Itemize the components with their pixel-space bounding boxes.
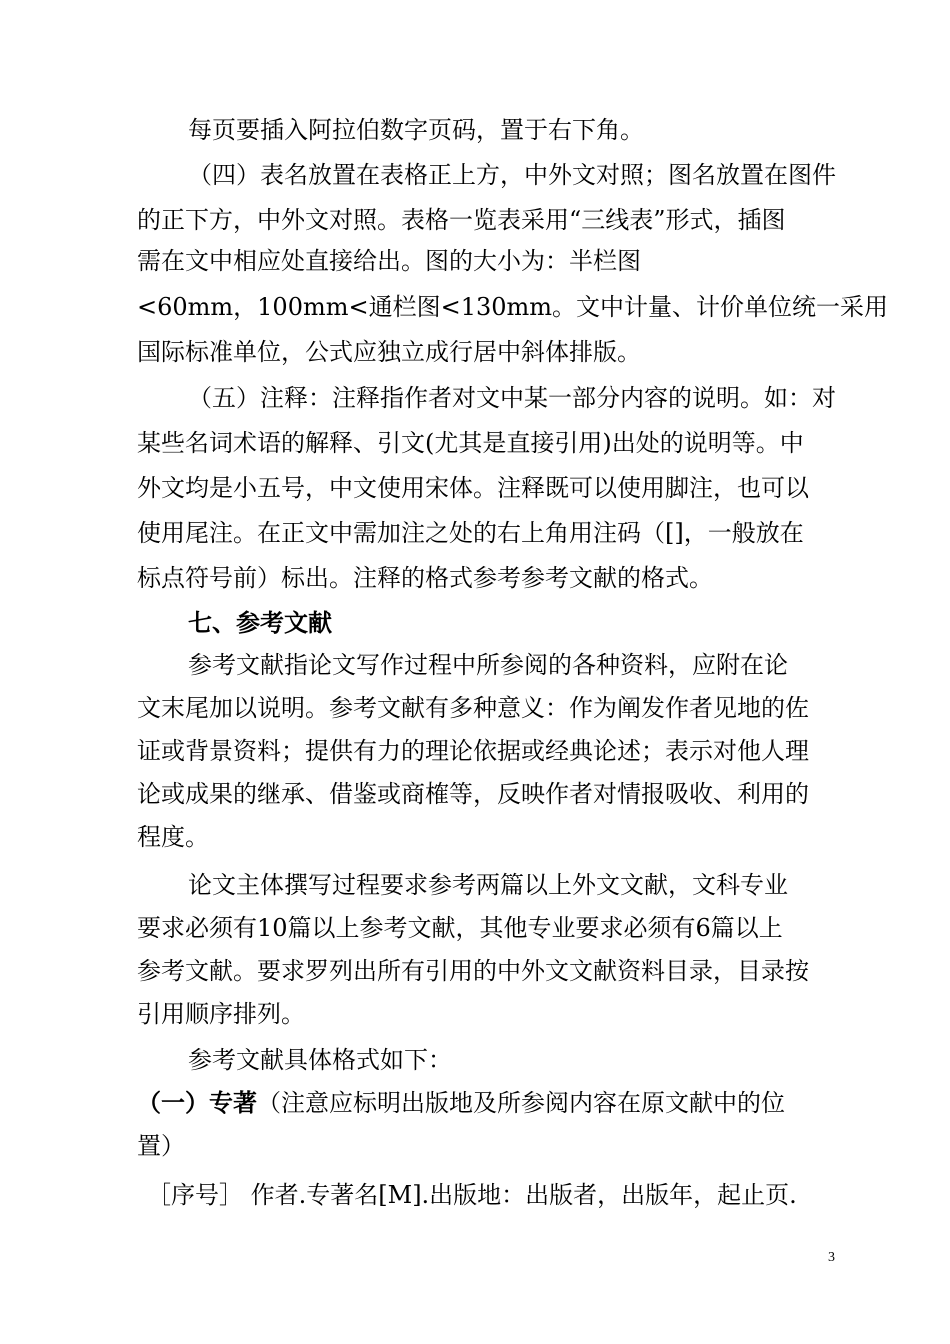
text-line: 论文主体撰写过程要求参考两篇以上外文文献，文科专业 bbox=[188, 871, 788, 899]
text-line: 每页要插入阿拉伯数字页码，置于右下角。 bbox=[188, 116, 644, 144]
text-line: 文末尾加以说明。参考文献有多种意义：作为阐发作者见地的佐 bbox=[137, 694, 809, 722]
reference-format-line: ［序号］ 作者.专著名[M].出版地：出版者，出版年，起止页. bbox=[147, 1181, 797, 1209]
page-number: 3 bbox=[828, 1250, 835, 1265]
text-line: 标点符号前）标出。注释的格式参考参考文献的格式。 bbox=[137, 564, 713, 592]
text-line: <60mm，100mm<通栏图<130mm。文中计量、计价单位统一采用 bbox=[137, 293, 889, 321]
text-line: 需在文中相应处直接给出。图的大小为：半栏图 bbox=[137, 247, 641, 275]
text-line: 参考文献。要求罗列出所有引用的中外文文献资料目录，目录按 bbox=[137, 957, 809, 985]
text-line: 某些名词术语的解释、引文(尤其是直接引用)出处的说明等。中 bbox=[137, 429, 804, 457]
text-line: 的正下方，中外文对照。表格一览表采用“三线表”形式，插图 bbox=[137, 206, 786, 234]
text-line: 论或成果的继承、借鉴或商榷等，反映作者对情报吸收、利用的 bbox=[137, 780, 809, 808]
text-line: （五）注释：注释指作者对文中某一部分内容的说明。如：对 bbox=[188, 384, 836, 412]
text-line: 参考文献具体格式如下： bbox=[188, 1046, 452, 1074]
text-line: 证或背景资料；提供有力的理论依据或经典论述；表示对他人理 bbox=[137, 737, 809, 765]
subsection-title: （一）专著 bbox=[137, 1088, 257, 1117]
section-heading: 七、参考文献 bbox=[188, 609, 332, 637]
text-line: 使用尾注。在正文中需加注之处的右上角用注码（[]，一般放在 bbox=[137, 519, 804, 547]
text-line: 引用顺序排列。 bbox=[137, 1000, 305, 1028]
subsection-note: （注意应标明出版地及所参阅内容在原文献中的位 bbox=[257, 1089, 785, 1117]
text-line: （四）表名放置在表格正上方，中外文对照；图名放置在图件 bbox=[188, 161, 836, 189]
text-line: 外文均是小五号，中文使用宋体。注释既可以使用脚注，也可以 bbox=[137, 474, 809, 502]
text-line: 要求必须有10篇以上参考文献，其他专业要求必须有6篇以上 bbox=[137, 914, 783, 942]
text-line: 置） bbox=[137, 1132, 185, 1160]
text-line: 程度。 bbox=[137, 823, 209, 851]
text-line: 国际标准单位，公式应独立成行居中斜体排版。 bbox=[137, 338, 641, 366]
subsection-line bbox=[137, 1088, 837, 1118]
text-line: 参考文献指论文写作过程中所参阅的各种资料，应附在论 bbox=[188, 651, 788, 679]
